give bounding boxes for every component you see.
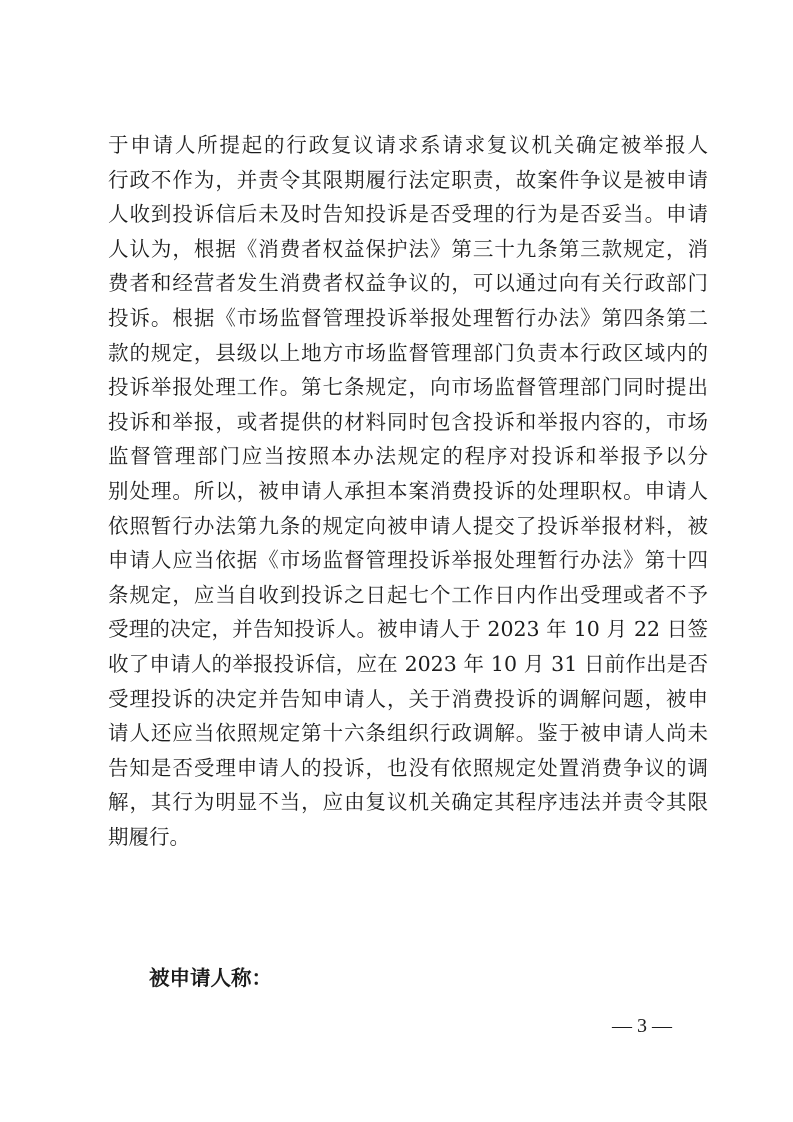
paragraph-line: 条规定，应当自收到投诉之日起七个工作日内作出受理或者不予	[108, 582, 708, 607]
paragraph-line: 监督管理部门应当按照本办法规定的程序对投诉和举报予以分	[108, 444, 708, 469]
paragraph-line: 人认为，根据《消费者权益保护法》第三十九条第三款规定，消	[108, 236, 708, 261]
paragraph-line: 费者和经营者发生消费者权益争议的，可以通过向有关行政部门	[108, 271, 708, 296]
paragraph-line: 人收到投诉信后未及时告知投诉是否受理的行为是否妥当。申请	[108, 202, 708, 227]
paragraph-line: 期履行。	[108, 824, 190, 849]
paragraph-line: 请人还应当依照规定第十六条组织行政调解。鉴于被申请人尚未	[108, 721, 708, 746]
paragraph-line: 投诉。根据《市场监督管理投诉举报处理暂行办法》第四条第二	[108, 305, 708, 330]
section-heading: 被申请人称：	[149, 966, 272, 990]
paragraph-line: 依照暂行办法第九条的规定向被申请人提交了投诉举报材料，被	[108, 513, 708, 538]
paragraph-line: 受理的决定，并告知投诉人。被申请人于 2023 年 10 月 22 日签	[108, 617, 708, 642]
paragraph-line: 于申请人所提起的行政复议请求系请求复议机关确定被举报人	[108, 133, 708, 157]
body-paragraph	[108, 128, 708, 854]
paragraph-line: 告知是否受理申请人的投诉，也没有依照规定处置消费争议的调	[108, 755, 708, 780]
page-number: — 3 —	[612, 1015, 672, 1037]
paragraph-line: 投诉举报处理工作。第七条规定，向市场监督管理部门同时提出	[108, 375, 708, 400]
paragraph-line: 收了申请人的举报投诉信，应在 2023 年 10 月 31 日前作出是否	[108, 651, 708, 676]
paragraph-line: 投诉和举报，或者提供的材料同时包含投诉和举报内容的，市场	[108, 409, 708, 434]
paragraph-line: 款的规定，县级以上地方市场监督管理部门负责本行政区域内的	[108, 340, 708, 365]
paragraph-line: 受理投诉的决定并告知申请人，关于消费投诉的调解问题，被申	[108, 686, 708, 711]
paragraph-line: 解，其行为明显不当，应由复议机关确定其程序违法并责令其限	[108, 790, 708, 815]
paragraph-line: 行政不作为，并责令其限期履行法定职责，故案件争议是被申请	[108, 167, 708, 192]
paragraph-line: 申请人应当依据《市场监督管理投诉举报处理暂行办法》第十四	[108, 548, 708, 573]
paragraph-line: 别处理。所以，被申请人承担本案消费投诉的处理职权。申请人	[108, 478, 708, 503]
